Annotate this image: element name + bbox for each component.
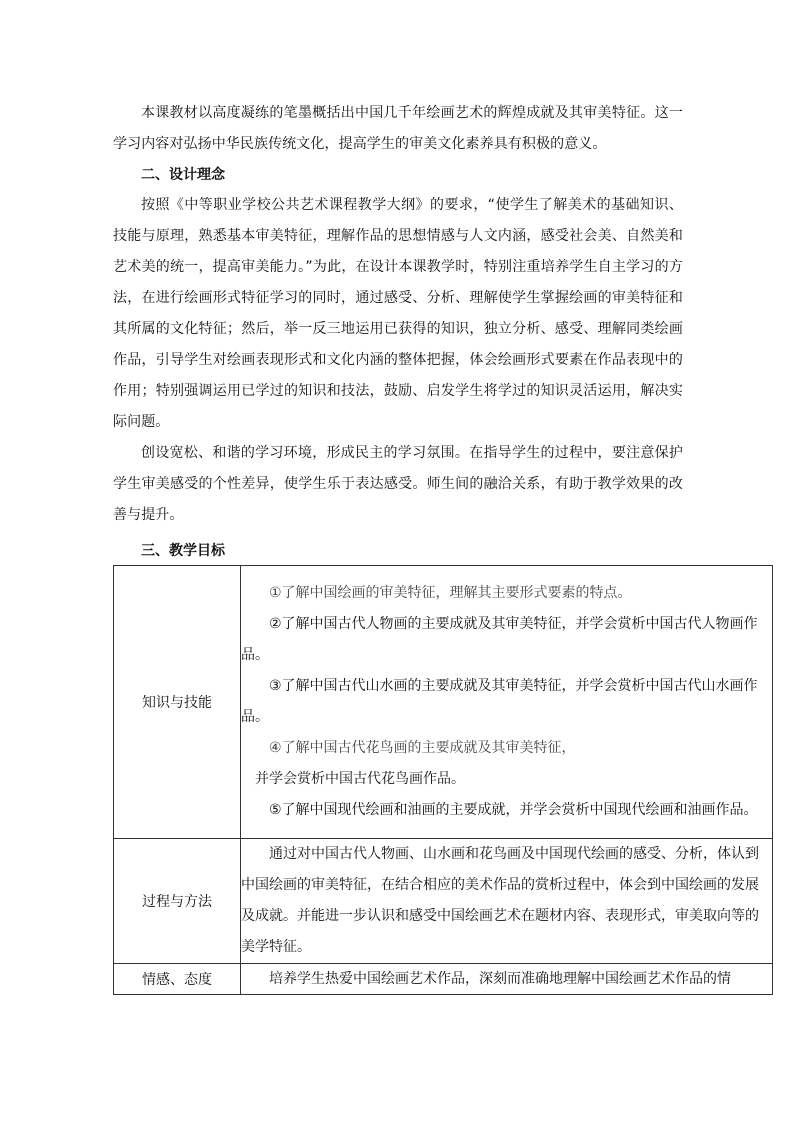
goal-item-4-continued: 并学会赏析中国古代花鸟画作品。 [255, 771, 465, 787]
row-label-process: 过程与方法 [114, 839, 241, 964]
row-content-process [241, 839, 773, 964]
goals-row-process [114, 839, 773, 964]
row-content-emotion [241, 964, 773, 995]
goal-item-1: ①了解中国绘画的审美特征，理解其主要形式要素的特点。 [269, 585, 632, 601]
goals-row-knowledge [114, 566, 773, 839]
design-concept-paragraph-2: 创设宽松、和谐的学习环境，形成民主的学习氛围。在指导学生的过程中，要注意保护学生审美感受的个性差异，使学生乐于表达感受。师生间的融洽关系，有助于教学效果的改善与提升。 [113, 445, 683, 523]
design-concept-paragraph-1: 按照《中等职业学校公共艺术课程教学大纲》的要求，“使学生了解美术的基础知识、技能与原理，熟悉基本审美特征，理解作品的思想情感与人文内涵，感受社会美、自然美和艺术美的统一，提高审美能力。”为此，在设计本课教学时，特别注重培养学生自主学习的方法，在进行绘画形式特征学习的同时，通过感受、分析、理解使学生掌握绘画的审美特征和其所属的文化特征；然后，举一反三地运用已获得的知识，独立分析、感受、理解同类绘画作品，引导学生对绘画表现形式和文化内涵的整体把握，体会绘画形式要素在作品表现中的作用；特别强调运用已学过的知识和技法，鼓励、启发学生将学过的知识灵活运用，解决实际问题。 [113, 197, 683, 430]
teaching-goals-table [113, 565, 773, 995]
emotion-text: 培养学生热爱中国绘画艺术作品，深刻而准确地理解中国绘画艺术作品的情 [269, 971, 731, 987]
row-content-knowledge [241, 566, 773, 839]
goal-item-2: ②了解中国古代人物画的主要成就及其审美特征，并学会赏析中国古代人物画作品。 [241, 616, 758, 663]
row-label-emotion: 情感、态度 [114, 964, 241, 995]
section-heading-design-concept: 二、设计理念 [141, 167, 225, 183]
process-text: 通过对中国古代人物画、山水画和花鸟画及中国现代绘画的感受、分析，体认到中国绘画的审美特征，在结合相应的美术作品的赏析过程中，体会到中国绘画的发展及成就。并能进一步认识和感受中国绘画艺术在题材内容、表现形式，审美取向等的美学特征。 [241, 846, 759, 955]
section-heading-teaching-goals: 三、教学目标 [141, 543, 225, 559]
goal-item-3: ③了解中国古代山水画的主要成就及其审美特征，并学会赏析中国古代山水画作品。 [241, 678, 758, 725]
goals-row-emotion [114, 964, 773, 995]
goal-item-4: ④了解中国古代花鸟画的主要成就及其审美特征， [269, 740, 576, 756]
goal-item-5: ⑤了解中国现代绘画和油画的主要成就，并学会赏析中国现代绘画和油画作品。 [269, 802, 758, 818]
intro-paragraph: 本课教材以高度凝练的笔墨概括出中国几千年绘画艺术的辉煌成就及其审美特征。这一学习内容对弘扬中华民族传统文化，提高学生的审美文化素养具有积极的意义。 [113, 105, 683, 152]
row-label-knowledge: 知识与技能 [114, 566, 241, 839]
